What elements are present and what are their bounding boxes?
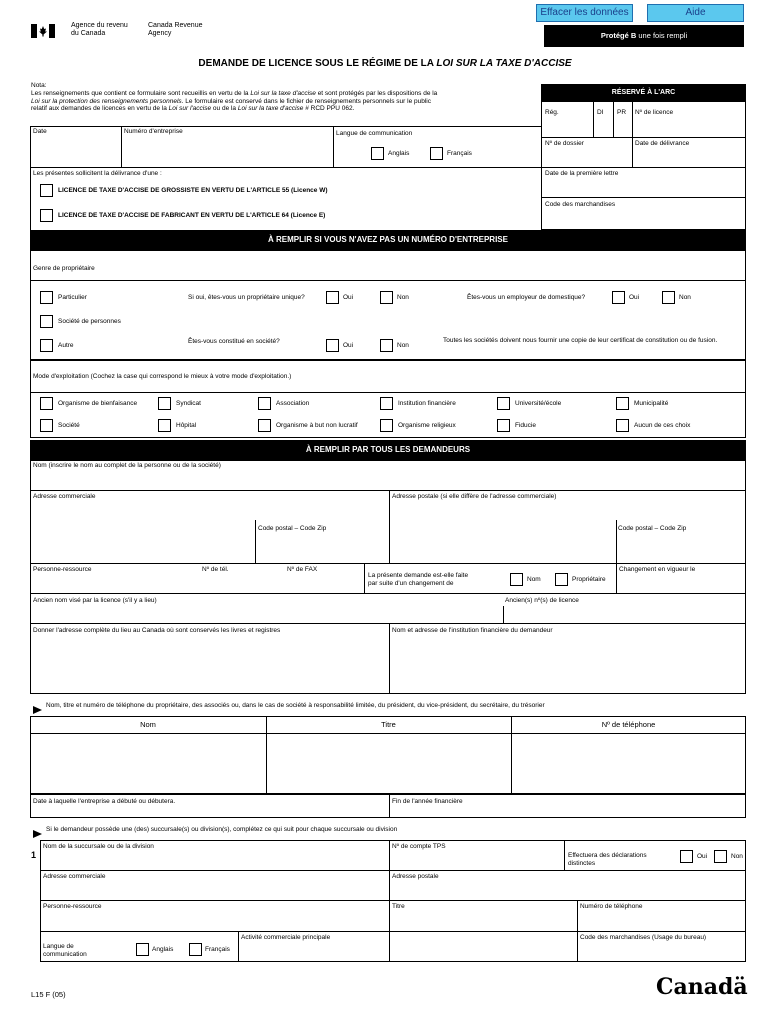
union-label: Syndicat [176,400,201,407]
section-all-applicants-header: À REMPLIR PAR TOUS LES DEMANDEURS [30,440,746,460]
note-text: . Le formulaire est conservé dans le fichier de renseignements personnels sur le public [181,97,431,105]
main-activity-label: Activité commerciale principale [241,934,331,941]
title-italic: LOI SUR LA TAXE D'ACCISE [436,58,572,69]
note-label: Nota: [31,82,47,89]
agency-name-en: Canada Revenue Agency [148,22,203,38]
incorporated-no-checkbox[interactable] [380,339,393,352]
domestic-yes-checkbox[interactable] [612,291,625,304]
trust-checkbox[interactable] [497,419,510,432]
merch-code-office-label: Code des marchandises (Usage du bureau) [580,934,707,941]
branch-mailing-label: Adresse postale [392,873,439,880]
note-text: # RCD PPU 062. [303,105,355,113]
religious-checkbox[interactable] [380,419,393,432]
licence-intro: Les présentes sollicitent la délivrance d'une : [33,170,162,177]
clear-data-button[interactable]: Effacer les données [536,4,633,22]
arc-merch-code-label: Code des marchandises [545,201,616,208]
protected-b-banner [544,25,744,47]
books-location-label: Donner l'adresse complète du lieu au Canada où sont conservés les livres et registres [33,627,281,634]
domestic-employer-question: Êtes-vous un employeur de domestique? [467,294,586,301]
note-act: Loi sur la taxe d'accise [250,89,316,97]
hospital-checkbox[interactable] [158,419,171,432]
note-text: Les renseignements que contient ce formulaire sont recueillis en vertu de la [31,89,251,97]
officers-col-title: Titre [381,720,396,729]
financial-institution-name-label: Nom et adresse de l'institution financière du demandeur [392,627,553,634]
arc-file-no-label: Nº de dossier [545,140,584,147]
gst-account-label: Nº de compte TPS [392,843,446,850]
note-text: et sont protégés par les dispositions de la [315,89,438,97]
wholesaler-licence-checkbox[interactable] [40,184,53,197]
nonprofit-label: Organisme à but non lucratif [276,422,358,429]
arc-first-letter-label: Date de la première lettre [545,170,619,177]
former-name-label: Ancien nom visé par la licence (s'il y a lieu) [33,597,157,604]
financial-institution-label: Institution financière [398,400,456,407]
note-act: Loi sur l'accise [168,105,212,113]
note-act: Loi sur la taxe d'accise [237,105,304,113]
change-name-checkbox[interactable] [510,573,523,586]
owner-kind-label: Genre de propriétaire [33,265,95,272]
charity-label: Organisme de bienfaisance [58,400,138,407]
language-label: Langue de communication [336,130,413,137]
arrow-right-icon [33,825,42,833]
mailing-address-label: Adresse postale (si elle diffère de l'adresse commerciale) [392,493,557,500]
privacy-note [31,82,511,113]
sole-no-checkbox[interactable] [380,291,393,304]
trust-label: Fiducie [515,422,536,429]
fax-label: Nº de FAX [287,566,318,573]
note-text: relatif aux demandes de licences en vertu de la [31,105,169,113]
change-owner-checkbox[interactable] [555,573,568,586]
branch-title-label: Titre [392,903,405,910]
financial-institution-checkbox[interactable] [380,397,393,410]
branch-english-label: Anglais [152,946,174,953]
incorporated-yes-checkbox[interactable] [326,339,339,352]
title-prefix: DEMANDE DE LICENCE SOUS LE RÉGIME DE LA [198,58,437,69]
partnership-checkbox[interactable] [40,315,53,328]
other-owner-label: Autre [58,342,74,349]
sole-yes-label: Oui [343,294,354,301]
arc-issue-date-label: Date de délivrance [635,140,690,147]
incorporated-yes-label: Oui [343,342,354,349]
municipality-label: Municipalité [634,400,669,407]
arc-reserved-title: RÉSERVÉ À L'ARC [541,84,746,102]
union-checkbox[interactable] [158,397,171,410]
start-date-label: Date à laquelle l'entreprise a débuté ou débutera. [33,798,176,805]
branch-contact-label: Personne-ressource [43,903,102,910]
arc-licence-no-label: Nº de licence [635,109,674,116]
date-label: Date [33,128,47,135]
branch-french-checkbox[interactable] [189,943,202,956]
sole-yes-checkbox[interactable] [326,291,339,304]
protected-rest: une fois rempli [636,31,688,40]
manufacturer-licence-label: LICENCE DE TAXE D'ACCISE DE FABRICANT EN VERTU DE L'ARTICLE 64 (Licence E) [58,212,326,219]
branch-name-label: Nom de la succursale ou de la division [43,843,154,850]
arrow-right-icon [33,701,42,709]
former-licence-label: Ancien(s) nº(s) de licence [505,597,579,604]
association-checkbox[interactable] [258,397,271,410]
association-label: Association [276,400,310,407]
separate-yes-label: Oui [697,853,708,860]
note-text: ou de la [211,105,238,113]
none-checkbox[interactable] [616,419,629,432]
branch-english-checkbox[interactable] [136,943,149,956]
change-name-label: Nom [527,576,541,583]
municipality-checkbox[interactable] [616,397,629,410]
language-english-label: Anglais [388,150,410,157]
manufacturer-licence-checkbox[interactable] [40,209,53,222]
canada-wordmark: Canadä [656,974,748,1000]
domestic-yes-label: Oui [629,294,640,301]
branch-french-label: Français [205,946,230,953]
incorporated-question: Êtes-vous constitué en société? [188,338,280,345]
separate-yes-checkbox[interactable] [680,850,693,863]
language-french-checkbox[interactable] [430,147,443,160]
postal-code-label: Code postal – Code Zip [258,525,327,532]
arc-di-label: DI [597,109,604,116]
individual-label: Particulier [58,294,87,301]
phone-label: Nº de tél. [202,566,229,573]
branch-address-label: Adresse commerciale [43,873,106,880]
arc-reg-label: Rég. [545,109,559,116]
hospital-label: Hôpital [176,422,197,429]
branch-intro: Si le demandeur possède une (des) succursale(s) ou division(s), complétez ce qui suit pour chaque succursale ou division [46,826,398,833]
none-label: Aucun de ces choix [634,422,691,429]
protected-strong: Protégé B [600,31,637,40]
company-checkbox[interactable] [40,419,53,432]
canada-flag-icon [31,24,55,38]
branch-language-label: Langue de communication [43,943,87,958]
branch-phone-label: Numéro de téléphone [580,903,643,910]
branch-number: 1 [31,850,37,860]
sole-no-label: Non [397,294,409,301]
domestic-no-label: Non [679,294,691,301]
applicant-name-label: Nom (inscrire le nom au complet de la personne ou de la société) [33,462,221,469]
help-button[interactable]: Aide [647,4,744,22]
business-address-label: Adresse commerciale [33,493,96,500]
university-label: Université/école [515,400,562,407]
charity-checkbox[interactable] [40,397,53,410]
arc-pr-label: PR [617,109,627,116]
change-owner-label: Propriétaire [572,576,606,583]
wholesaler-licence-label: LICENCE DE TAXE D'ACCISE DE GROSSISTE EN VERTU DE L'ARTICLE 55 (Licence W) [58,187,328,194]
business-number-label: Numéro d'entreprise [124,128,183,135]
corporation-note: Toutes les sociétés doivent nous fournir une copie de leur certificat de constitution ou de fusion. [443,337,718,344]
religious-label: Organisme religieux [398,422,456,429]
page-title [0,58,770,69]
sole-proprietor-question: Si oui, êtes-vous un propriétaire unique? [188,294,305,301]
domestic-no-checkbox[interactable] [662,291,675,304]
partnership-label: Société de personnes [58,318,121,325]
officers-col-name: Nom [140,720,156,729]
separate-no-label: Non [731,853,743,860]
separate-returns-label: Effectuera des déclarations distinctes [568,852,647,867]
officers-intro: Nom, titre et numéro de téléphone du propriétaire, des associés ou, dans le cas de société à responsabilité limitée, du président, du vice-président, du secrétaire, du trésorier [46,702,545,709]
agency-name-fr: Agence du revenu du Canada [71,22,128,38]
change-effective-label: Changement en vigueur le [619,566,696,573]
university-checkbox[interactable] [497,397,510,410]
change-question: La présente demande est-elle faite par suite d'un changement de [368,572,469,587]
postal-code-2-label: Code postal – Code Zip [618,525,687,532]
fiscal-year-end-label: Fin de l'année financière [392,798,463,805]
language-french-label: Français [447,150,472,157]
language-english-checkbox[interactable] [371,147,384,160]
individual-checkbox[interactable] [40,291,53,304]
operation-mode-label: Mode d'exploitation (Cochez la case qui correspond le mieux à votre mode d'exploitation.) [33,373,292,380]
separate-no-checkbox[interactable] [714,850,727,863]
incorporated-no-label: Non [397,342,409,349]
officers-col-phone: Nº de téléphone [601,720,656,729]
form-id: L15 F (05) [31,990,66,999]
nonprofit-checkbox[interactable] [258,419,271,432]
contact-person-label: Personne-ressource [33,566,92,573]
other-owner-checkbox[interactable] [40,339,53,352]
note-act: Loi sur la protection des renseignements personnels [31,97,182,105]
section-no-business-number-header: À REMPLIR SI VOUS N'AVEZ PAS UN NUMÉRO D'ENTREPRISE [30,230,746,250]
company-label: Société [58,422,80,429]
